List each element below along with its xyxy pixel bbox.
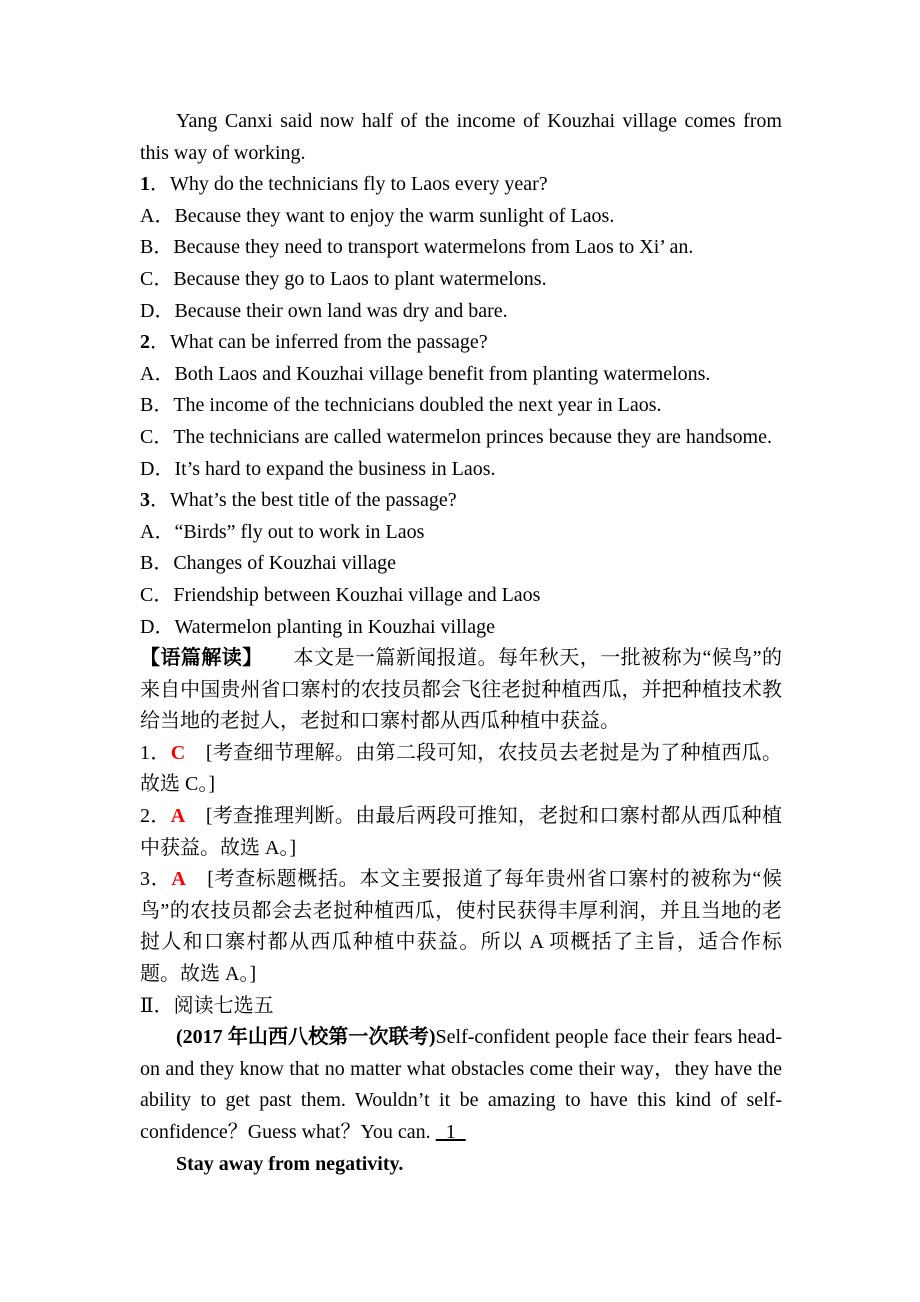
question-3-option-d — [140, 612, 782, 644]
text-run: 2 — [140, 331, 150, 354]
text-run: [考查细节理解。由第二段可知，农技员去老挝是为了种植西瓜。故选 C。] — [140, 741, 782, 796]
text-run: Stay away from negativity. — [176, 1152, 404, 1175]
text-run: ．Why do the technicians fly to Laos every year? — [150, 173, 548, 196]
section-heading — [140, 991, 782, 1023]
document-body — [140, 106, 782, 1180]
question-3-option-a — [140, 517, 782, 549]
question-1 — [140, 169, 782, 201]
text-run: B．Because they need to transport watermelons from Laos to Xi’ an. — [140, 236, 694, 259]
question-2 — [140, 327, 782, 359]
text-run: 1 — [140, 173, 150, 196]
question-1-option-a — [140, 201, 782, 233]
intro-paragraph — [140, 106, 782, 169]
text-run: Self-confident people face their fears head-on and they know that no matter what obstacles come their way，they have the ability to get past them. Wouldn’t it be amazing to have this kind of self-confidence？Guess what？You can. — [140, 1026, 782, 1143]
text-run: ．What’s the best title of the passage? — [150, 489, 457, 512]
answer-2-letter: A — [170, 805, 186, 828]
text-run: 3 — [140, 489, 150, 512]
text-run: (2017 年山西八校第一次联考) — [176, 1026, 436, 1049]
text-run: 1． — [140, 741, 171, 764]
question-3-option-b — [140, 548, 782, 580]
text-run: Ⅱ．阅读七选五 — [140, 994, 274, 1017]
question-1-option-c — [140, 264, 782, 296]
text-run: C．The technicians are called watermelon princes because they are handsome. — [140, 425, 772, 448]
answer-2 — [140, 801, 782, 864]
text-run: B．Changes of Kouzhai village — [140, 552, 397, 575]
passage-analysis — [140, 643, 782, 738]
question-3 — [140, 485, 782, 517]
text-run: D．Watermelon planting in Kouzhai village — [140, 615, 495, 638]
question-2-option-c — [140, 422, 782, 454]
answer-3-letter: A — [171, 868, 186, 891]
text-run: A．“Birds” fly out to work in Laos — [140, 520, 425, 543]
text-run: 本文是一篇新闻报道。每年秋天，一批被称为“候鸟”的来自中国贵州省口寨村的农技员都会飞往老挝种植西瓜，并把种植技术教给当地的老挝人，老挝和口寨村都从西瓜种植中获益。 — [140, 647, 782, 733]
text-run: ．What can be inferred from the passage? — [150, 331, 488, 354]
question-1-option-d — [140, 296, 782, 328]
text-run: 3． — [140, 868, 172, 891]
answer-1-letter: C — [170, 741, 186, 764]
text-run: D．It’s hard to expand the business in Laos. — [140, 457, 496, 480]
answer-3 — [140, 864, 782, 990]
text-run: 【语篇解读】 — [140, 647, 253, 670]
answer-1 — [140, 738, 782, 801]
text-run: [考查推理判断。由最后两段可推知，老挝和口寨村都从西瓜种植中获益。故选 A。] — [140, 805, 782, 859]
text-run: A．Because they want to enjoy the warm sunlight of Laos. — [140, 204, 615, 227]
question-2-option-d — [140, 454, 782, 486]
text-run: B．The income of the technicians doubled the next year in Laos. — [140, 394, 662, 417]
question-2-option-a — [140, 359, 782, 391]
text-run: C．Because they go to Laos to plant watermelons. — [140, 267, 547, 290]
text-run: C．Friendship between Kouzhai village and Laos — [140, 583, 541, 606]
text-run: A．Both Laos and Kouzhai village benefit from planting watermelons. — [140, 362, 711, 385]
question-3-option-c — [140, 580, 782, 612]
question-2-option-b — [140, 390, 782, 422]
question-1-option-b — [140, 232, 782, 264]
cloze-passage-intro — [140, 1022, 782, 1148]
text-run: [考查标题概括。本文主要报道了每年贵州省口寨村的被称为“候鸟”的农技员都会去老挝种植西瓜，使村民获得丰厚利润，并且当地的老挝人和口寨村都从西瓜种植中获益。所以 A 项概括了主旨，适合作标题。故选 A。] — [140, 868, 782, 986]
text-run: D．Because their own land was dry and bare. — [140, 299, 508, 322]
text-run: 2． — [140, 805, 171, 828]
blank-1: 1 — [435, 1121, 466, 1143]
subheading-stay-away — [140, 1149, 782, 1181]
text-run: Yang Canxi said now half of the income of Kouzhai village comes from this way of working. — [140, 110, 782, 164]
